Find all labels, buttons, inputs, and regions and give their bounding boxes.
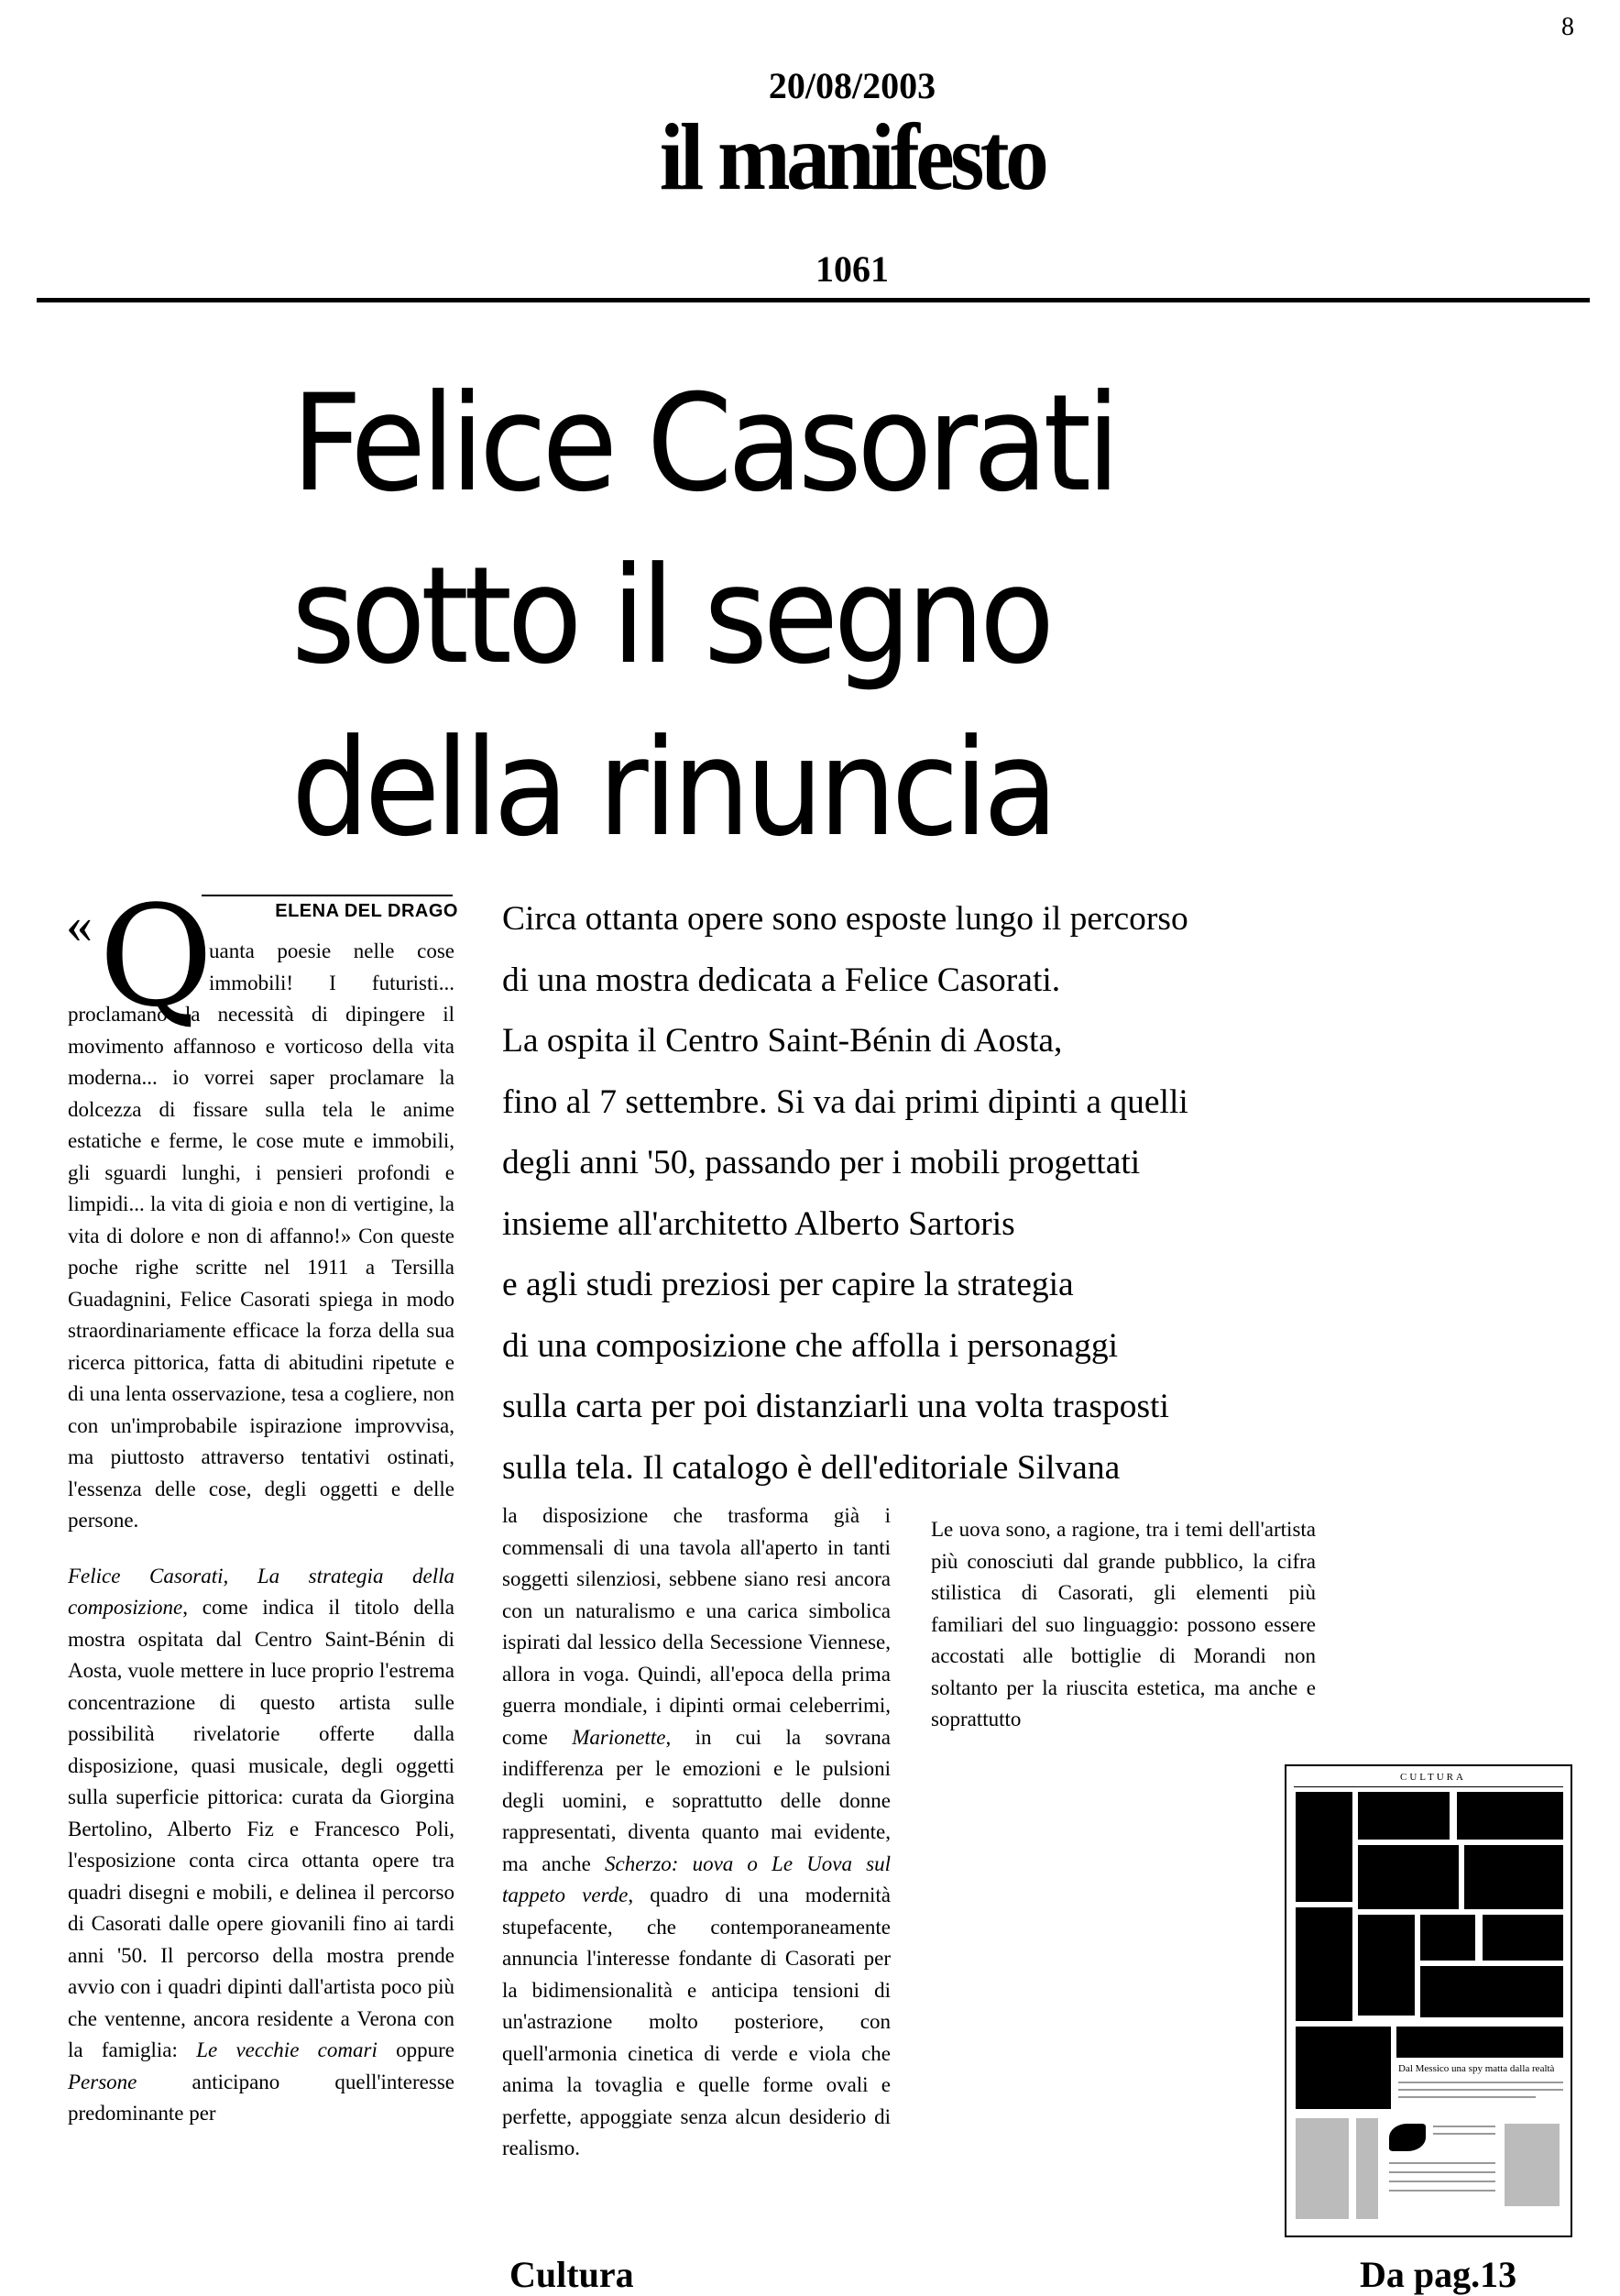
thumbnail-block <box>1296 1792 1352 1902</box>
thumbnail-text-line <box>1398 2089 1563 2091</box>
thumbnail-figure <box>1389 2124 1426 2151</box>
deck-line: degli anni '50, passando per i mobili progettati <box>502 1144 1141 1181</box>
page-thumbnail <box>1285 1764 1572 2237</box>
thumbnail-text-line <box>1433 2126 1495 2127</box>
thumbnail-block <box>1396 2027 1563 2058</box>
deck-line: di una mostra dedicata a Felice Casorati. <box>502 961 1061 999</box>
dropcap-line-1: uanta poesie nelle cose <box>209 939 454 962</box>
artwork-title-persone: Persone <box>68 2070 137 2093</box>
deck-line: fino al 7 settembre. Si va dai primi dipinti a quelli <box>502 1082 1188 1121</box>
column-1-paragraph-2 <box>68 1561 454 2130</box>
column-2-text-c: , quadro di una modernità stupefacente, che contemporaneamente annuncia l'interesse fondante di Casorati per la bidimensionalità e anticipa tensioni di un'astrazione molto posteriore, con quell'armonia cinetica di verde e viola che anima la tovaglia e quelle forme ovali e perfette, appoggiate senza alcun desiderio di realismo. <box>502 1884 891 2159</box>
thumbnail-image-grey <box>1356 2118 1378 2219</box>
thumbnail-image-grey <box>1296 2118 1349 2219</box>
deck-line: Circa ottanta opere sono esposte lungo il percorso <box>502 900 1188 938</box>
thumbnail-block <box>1358 1792 1450 1840</box>
headline-line-1: Felice Casorati <box>291 366 1116 522</box>
article-column-2 <box>502 1500 891 2165</box>
thumbnail-caption: Dal Messico una spy matta dalla realtà <box>1398 2063 1555 2074</box>
column-1-text-a: , come indica il titolo della mostra ospitata dal Centro Saint-Bénin di Aosta, vuole mettere in luce proprio l'estrema concentrazione di questo artista sulle possibilità rivelatorie offerte dalla disposizione, quasi musicale, degli oggetti sulla superficie pittorica: curata da Giorgina Bertolino, Alberto Fiz e Francesco Poli, l'esposizione conta circa ottanta opere tra quadri disegni e mobili, e delinea il percorso di Casorati dalle opere giovanili fino ai tardi anni '50. Il percorso della mostra prende avvio con i quadri dipinti dall'artista poco più che ventenne, ancora residente a Verona con la famiglia: <box>68 1596 454 2061</box>
dropcap-line-2: immobili! I futuristi... <box>209 972 454 994</box>
artwork-title-vecchie-comari: Le vecchie comari <box>196 2038 378 2061</box>
thumbnail-text-line <box>1389 2181 1495 2182</box>
article-column-1 <box>68 999 454 2130</box>
thumbnail-block <box>1420 1966 1563 2017</box>
deck-line: sulla tela. Il catalogo è dell'editoriale Silvana <box>502 1448 1121 1487</box>
exhibition-title: Felice Casorati, La strategia della composizione <box>68 1564 454 1619</box>
thumbnail-section-label: CULTURA <box>1396 1772 1470 1783</box>
deck-summary <box>502 889 1382 1499</box>
dropcap-letter: Q <box>99 875 213 1038</box>
masthead: il manifesto <box>659 104 1045 210</box>
headline-line-2: sotto il segno <box>291 538 1050 694</box>
publication-date: 20/08/2003 <box>768 65 936 106</box>
artwork-title-marionette: Marionette <box>572 1725 666 1749</box>
thumbnail-block <box>1457 1792 1563 1840</box>
deck-line: insieme all'architetto Alberto Sartoris <box>502 1204 1015 1243</box>
page-number: 8 <box>1561 13 1574 41</box>
thumbnail-text-line <box>1433 2133 1495 2135</box>
headline-line-3: della rinuncia <box>291 710 1054 866</box>
thumbnail-block <box>1296 2027 1391 2109</box>
thumbnail-text-line <box>1389 2171 1495 2173</box>
thumbnail-block <box>1358 1845 1459 1909</box>
deck-line: sulla carta per poi distanziarli una volta trasposti <box>502 1388 1169 1425</box>
footer-section-name: Cultura <box>509 2254 634 2295</box>
header-divider <box>37 298 1590 302</box>
thumbnail-block <box>1358 1915 1415 2016</box>
column-2-text-b: , in cui la sovrana indifferenza per le emozioni e le pulsioni degli uomini, e soprattutto delle donne rappresentati, diventa quanto mai evidente, ma anche <box>502 1725 891 1875</box>
deck-line: di una composizione che affolla i personaggi <box>502 1326 1119 1365</box>
column-1-paragraph-1: proclamano la necessità di dipingere il movimento affannoso e vorticoso della vita moderna... io vorrei saper proclamare la dolcezza di fissare sulla tela le anime estatiche e ferme, le cose mute e immobili, gli sguardi lunghi, i pensieri profondi e limpidi... la vita di gioia e non di vertigine, la vita di dolore e non di affanno!» Con queste poche righe scritte nel 1911 a Tersilla Guadagnini, Felice Casorati spiega in modo straordinariamente efficace la forza della sua ricerca pittorica, fatta di abitudini ripetute e di una lenta osservazione, tesa a cogliere, non con un'improbabile ispirazione improvvisa, ma piuttosto attraverso tentativi ostinati, l'essenza delle cose, degli oggetti e delle persone. <box>68 1003 454 1532</box>
column-2-text-a: la disposizione che trasforma già i commensali di una tavola all'aperto in tanti soggetti silenziosi, sebbene siano resi ancora con un naturalismo e una carica simbolica ispirati dal lessico della Secessione Viennese, allora in voga. Quindi, all'epoca della prima guerra mondiale, i dipinti ormai celeberrimi, come <box>502 1504 891 1749</box>
deck-line: e agli studi preziosi per capire la strategia <box>502 1266 1074 1303</box>
thumbnail-text-line <box>1389 2162 1495 2164</box>
thumbnail-text-line <box>1398 2096 1536 2098</box>
column-1-text-c: anticipano quell'interesse predominante per <box>68 2070 454 2125</box>
thumbnail-block <box>1296 1907 1352 2021</box>
byline: ELENA DEL DRAGO <box>275 901 458 921</box>
issue-number: 1061 <box>815 248 889 290</box>
deck-line: La ospita il Centro Saint-Bénin di Aosta, <box>502 1022 1063 1060</box>
artwork-title-scherzo: Scherzo: uova o Le Uova sul tappeto verde <box>502 1851 891 1906</box>
column-1-text-b: oppure <box>377 2038 454 2061</box>
thumbnail-block <box>1464 1845 1563 1909</box>
byline-divider <box>202 895 453 896</box>
article-column-3: Le uova sono, a ragione, tra i temi dell'artista più conosciuti dal grande pubblico, la cifra stilistica di Casorati, gli elementi più familiari del suo linguaggio: possono essere accostati alle bottiglie di Morandi non soltanto per la riuscita estetica, ma anche e soprattutto <box>931 1518 1316 1730</box>
thumbnail-block <box>1420 1915 1475 1961</box>
dropcap-quote: « <box>66 895 93 954</box>
thumbnail-image-grey <box>1505 2124 1560 2206</box>
thumbnail-text-line <box>1398 2082 1563 2083</box>
footer-continued-from: Da pag.13 <box>1360 2254 1517 2295</box>
headline <box>291 357 1387 874</box>
thumbnail-block <box>1483 1915 1563 1961</box>
thumbnail-text-line <box>1389 2190 1495 2192</box>
thumbnail-header <box>1294 1772 1563 1787</box>
